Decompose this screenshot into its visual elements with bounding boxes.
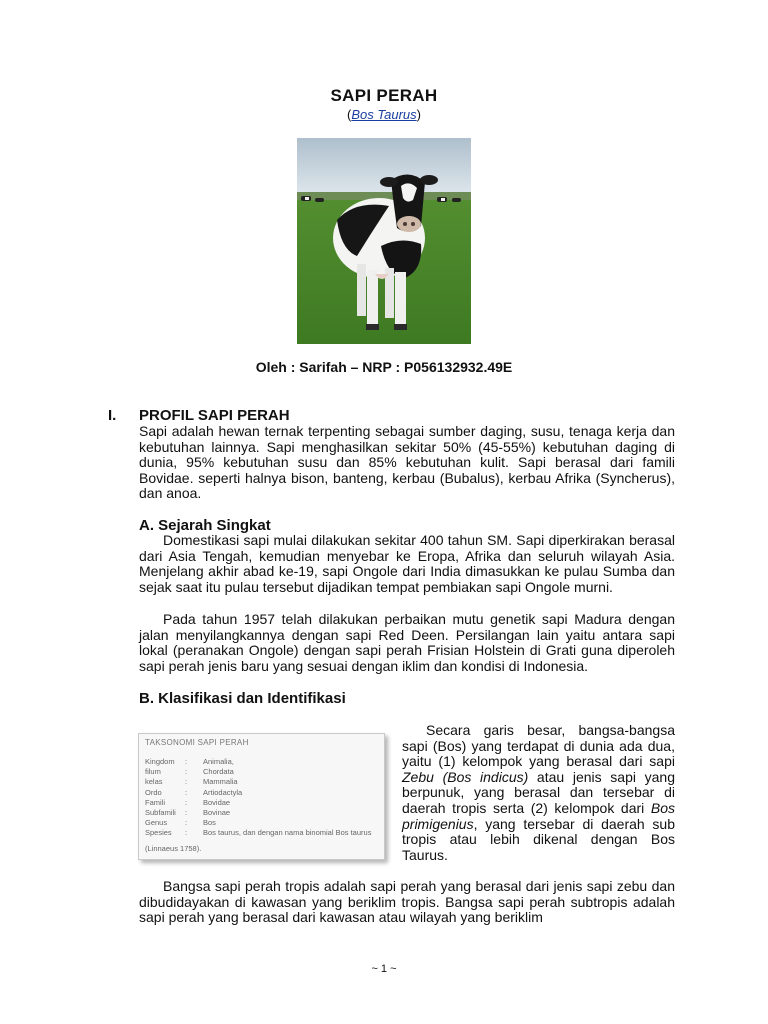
taxonomy-row	[145, 828, 371, 838]
taxonomy-sep: :	[185, 777, 188, 787]
taxonomy-value: Animalia,	[203, 757, 234, 766]
classification-paragraph-2: Bangsa sapi perah tropis adalah sapi perah yang berasal dari jenis sapi zebu dan dibudidayakan di kawasan yang beriklim tropis. Bangsa sapi perah subtropis adalah sapi perah yang berasal dari kawasan atau wilayah yang beriklim	[139, 878, 675, 926]
taxonomy-note: (Linnaeus 1758).	[145, 844, 202, 853]
side-italic-zebu: Zebu (Bos indicus)	[402, 768, 529, 785]
taxonomy-box	[138, 733, 385, 860]
taxonomy-key: Subfamili	[145, 808, 176, 818]
author-line: Oleh : Sarifah – NRP : P056132932.49E	[255, 359, 513, 375]
taxonomy-value: Artiodactyla	[203, 787, 243, 797]
side-text-part-3: , yang tersebar di daerah sub tropis atau lebih dikenal dengan Bos Taurus.	[402, 815, 675, 863]
taxonomy-sep: :	[185, 808, 188, 818]
side-text-part-2: atau jenis sapi yang berpunuk, yang berasal dan tersebar di daerah tropis serta (2) kelompok dari	[402, 768, 675, 816]
taxonomy-key: Spesies	[145, 828, 172, 838]
subtitle-close-paren: )	[416, 107, 421, 122]
subtitle-open-paren: (	[347, 107, 352, 122]
page-title: SAPI PERAH	[330, 86, 438, 105]
section-title: PROFIL SAPI PERAH	[139, 407, 290, 424]
taxonomy-row	[145, 767, 371, 777]
section-intro-paragraph: Sapi adalah hewan ternak terpenting sebagai sumber daging, susu, tenaga kerja dan kebutuhan lainnya. Sapi menghasilkan sekitar 50% (45-55%) kebutuhan daging di dunia, 95% kebutuhan susu dan 85% kebutuhan kulit. Sapi berasal dari famili Bovidae. seperti halnya bison, banteng, kerbau (Bubalus), kerbau Afrika (Syncherus), dan anoa.	[139, 423, 675, 502]
classification-side-paragraph	[402, 723, 675, 863]
taxonomy-rows	[145, 757, 371, 839]
cow-photo	[297, 138, 471, 344]
taxonomy-title: TAKSONOMI SAPI PERAH	[145, 738, 249, 747]
taxonomy-row	[145, 788, 371, 798]
taxonomy-value: Bovinae	[203, 808, 231, 818]
taxonomy-sep: :	[185, 787, 188, 797]
history-paragraph-1: Domestikasi sapi mulai dilakukan sekitar 400 tahun SM. Sapi diperkirakan berasal dari Asia Tengah, kemudian menyebar ke Eropa, Afrika dan seluruh wilayah Asia. Menjelang akhir abad ke-19, sapi Ongole dari India dimasukkan ke pulau Sumba dan sejak saat itu pulau tersebut dijadikan tempat pembiakan sapi Ongole murni.	[139, 532, 675, 595]
taxonomy-key: Famili	[145, 797, 165, 807]
side-text-part-1: Secara garis besar, bangsa-bangsa sapi (Bos) yang terdapat di dunia ada dua, yaitu (1) kelompok yang berasal dari sapi	[402, 722, 675, 770]
taxonomy-sep: :	[185, 828, 188, 838]
taxonomy-sep: :	[185, 757, 188, 766]
taxonomy-sep: :	[185, 797, 188, 807]
page-number: ~ 1 ~	[371, 963, 397, 975]
taxonomy-sep: :	[185, 767, 188, 777]
taxonomy-key: Ordo	[145, 787, 162, 797]
taxonomy-value: Bos	[203, 818, 216, 828]
subsection-b-heading: B. Klasifikasi dan Identifikasi	[139, 690, 346, 707]
taxonomy-row	[145, 808, 371, 818]
taxonomy-row	[145, 777, 371, 787]
taxonomy-key: kelas	[145, 777, 163, 787]
taxonomy-row	[145, 757, 371, 767]
taxonomy-value: Bovidae	[203, 797, 231, 807]
taxonomy-row	[145, 798, 371, 808]
taxonomy-sep: :	[185, 818, 188, 828]
taxonomy-key: Genus	[145, 818, 168, 828]
taxonomy-key: filum	[145, 767, 161, 777]
taxonomy-value: Chordata	[203, 767, 234, 777]
taxonomy-key: Kingdom	[145, 757, 175, 766]
page-subtitle	[0, 107, 768, 122]
taxonomy-value: Bos taurus, dan dengan nama binomial Bos taurus	[203, 828, 372, 838]
side-italic-primigenius: Bos primigenius	[402, 799, 675, 832]
scientific-name-link[interactable]: Bos Taurus	[351, 107, 417, 122]
section-number: I.	[108, 407, 117, 424]
taxonomy-row	[145, 818, 371, 828]
history-paragraph-2: Pada tahun 1957 telah dilakukan perbaikan mutu genetik sapi Madura dengan jalan menyilangkannya dengan sapi Red Deen. Persilangan lain yaitu antara sapi lokal (peranakan Ongole) dengan sapi perah Frisian Holstein di Grati guna diperoleh sapi perah jenis baru yang sesuai dengan iklim dan kondisi di Indonesia.	[139, 611, 675, 674]
taxonomy-value: Mammalia	[203, 777, 238, 787]
subsection-a-heading: A. Sejarah Singkat	[139, 517, 271, 534]
